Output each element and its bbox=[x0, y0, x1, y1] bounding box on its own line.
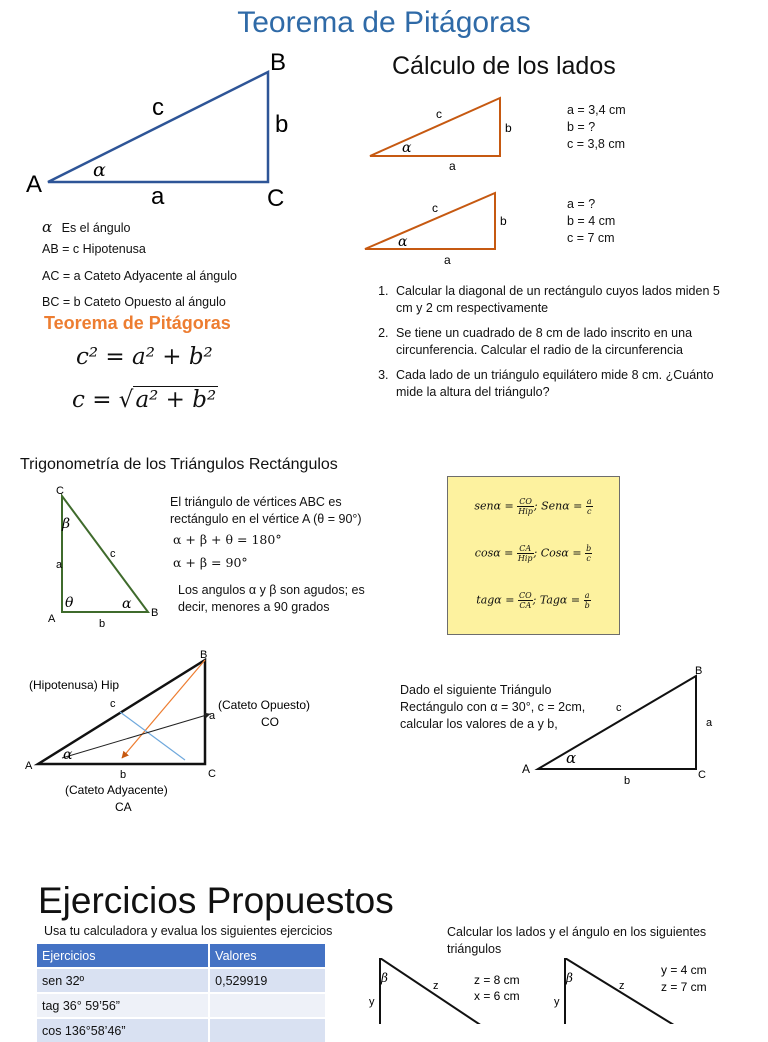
exercise-triangle-2 bbox=[545, 958, 745, 1024]
ex1-given-z: z = 8 cm bbox=[474, 973, 520, 987]
labeled-alpha: α bbox=[63, 747, 73, 763]
exercise-triangle-1 bbox=[360, 958, 540, 1024]
problems-list-container bbox=[370, 283, 737, 409]
hypotenuse-caption: (Hipotenusa) Hip bbox=[29, 678, 120, 692]
given-alpha: α bbox=[566, 749, 577, 767]
trig-side-a-label: a bbox=[56, 559, 63, 571]
opposite-caption-1: (Cateto Opuesto) bbox=[218, 698, 311, 712]
trig-title: Trigonometría de los Triángulos Rectángulos bbox=[20, 456, 338, 473]
calc-triangle-1-shape bbox=[370, 98, 500, 156]
calc-title: Cálculo de los lados bbox=[392, 52, 616, 80]
ex1-side-z: z bbox=[433, 980, 439, 992]
table-row bbox=[37, 968, 326, 993]
main-triangle-shape bbox=[48, 72, 268, 182]
adjacent-caption-1: (Cateto Adyacente) bbox=[65, 783, 168, 797]
alpha-symbol: α bbox=[42, 218, 53, 236]
vertex-b-label: B bbox=[270, 49, 287, 76]
calc2-side-c-label: c bbox=[432, 201, 438, 215]
calc1-side-b-label: b bbox=[505, 121, 512, 135]
value-cell: 0,529919 bbox=[209, 968, 326, 993]
ex2-side-y: y bbox=[554, 996, 560, 1008]
calc2-given-a: a = ? bbox=[567, 197, 596, 211]
blue-line bbox=[120, 712, 185, 760]
labeled-vertex-b: B bbox=[200, 649, 208, 661]
exercises-intro: Usa tu calculadora y evalua los siguientes ejercicios bbox=[44, 924, 333, 938]
alpha-label: α bbox=[93, 159, 106, 181]
given-triangle-shape bbox=[538, 676, 696, 769]
side-a-label: a bbox=[151, 183, 165, 210]
formula-squared: c² = a² + b² bbox=[76, 344, 213, 370]
calc1-side-c-label: c bbox=[436, 107, 442, 121]
labeled-vertex-a: A bbox=[25, 760, 33, 772]
side-c-label: c bbox=[152, 94, 164, 121]
labeled-side-a: a bbox=[209, 710, 216, 722]
ex2-beta: β bbox=[566, 971, 573, 985]
given-triangle-text: Dado el siguiente Triángulo Rectángulo con α = 30°, c = 2cm, calcular los valores de a y b, bbox=[400, 683, 586, 731]
trig-alpha-label: α bbox=[122, 596, 132, 612]
formula-root-lhs: c = bbox=[72, 387, 119, 413]
definition-opposite: BC = b Cateto Opuesto al ángulo bbox=[42, 295, 226, 309]
given-vertex-c: C bbox=[698, 769, 706, 781]
formula-root: c = √a² + b² bbox=[72, 387, 217, 413]
exercises-header-row bbox=[37, 944, 326, 968]
vertex-a-label: A bbox=[26, 171, 43, 198]
exercises-table bbox=[37, 944, 327, 1042]
trig-vertex-c-label: C bbox=[56, 485, 64, 497]
trig-vertex-b-label: B bbox=[151, 607, 159, 619]
definition-alpha-text: Es el ángulo bbox=[61, 221, 131, 235]
given-triangle-diagram bbox=[510, 660, 730, 790]
column-header-exercises: Ejercicios bbox=[37, 944, 209, 968]
tangent-ratio: tagα = $\frac{CO}{CA}$ ; Tagα = $\frac{a}{b}$ bbox=[476, 591, 590, 610]
table-row bbox=[37, 1018, 326, 1042]
trig-description-1: El triángulo de vértices ABC es rectángulo en el vértice A (θ = 90°) bbox=[170, 495, 362, 526]
vertex-c-label: C bbox=[267, 185, 285, 212]
labeled-side-c: c bbox=[110, 698, 116, 710]
calc1-given-c: c = 3,8 cm bbox=[567, 137, 626, 151]
ex1-side-y: y bbox=[369, 996, 375, 1008]
calc1-side-a-label: a bbox=[449, 159, 456, 173]
given-vertex-a: A bbox=[522, 762, 531, 776]
main-triangle-diagram bbox=[0, 40, 330, 215]
calc1-given-b: b = ? bbox=[567, 120, 596, 134]
definition-alpha bbox=[42, 218, 130, 236]
trig-equation-2: α + β = 90° bbox=[173, 555, 248, 570]
calc2-side-a-label: a bbox=[444, 253, 451, 267]
calc1-alpha-label: α bbox=[402, 140, 412, 156]
calc2-alpha-label: α bbox=[398, 234, 408, 250]
calc-triangle-2 bbox=[355, 185, 525, 270]
ex2-side-z: z bbox=[619, 980, 625, 992]
pythagoras-subtitle: Teorema de Pitágoras bbox=[44, 313, 231, 333]
calc-triangle-2-shape bbox=[365, 193, 495, 249]
problem-item: 1. Calcular la diagonal de un rectángulo cuyos lados miden 5 cm y 2 cm respectivamente bbox=[392, 283, 737, 317]
problem-item: 2. Se tiene un cuadrado de 8 cm de lado inscrito en una circunferencia. Calcular el radio de la circunferencia bbox=[392, 325, 737, 359]
exercises-title: Ejercicios Propuestos bbox=[38, 880, 394, 921]
trig-description-2: Los angulos α y β son agudos; es decir, menores a 90 grados bbox=[178, 583, 365, 614]
trig-triangle-diagram bbox=[40, 480, 170, 630]
labeled-side-b: b bbox=[120, 769, 127, 781]
value-cell bbox=[209, 993, 326, 1018]
side-b-label: b bbox=[275, 111, 289, 138]
trig-equation-1: α + β + θ = 180° bbox=[173, 532, 282, 547]
given-side-c: c bbox=[616, 702, 622, 714]
opposite-caption-2: CO bbox=[261, 715, 279, 729]
definition-hypotenuse: AB = c Hipotenusa bbox=[42, 242, 146, 256]
adjacent-caption-2: CA bbox=[115, 800, 132, 814]
labeled-vertex-c: C bbox=[208, 768, 216, 780]
given-vertex-b: B bbox=[695, 665, 703, 677]
ex1-given-x: x = 6 cm bbox=[474, 989, 520, 1003]
table-row bbox=[37, 993, 326, 1018]
trig-beta-label: β bbox=[62, 516, 71, 532]
exercise-cell: sen 32º bbox=[37, 968, 209, 993]
trig-triangle-shape bbox=[62, 496, 148, 612]
trig-theta-label: θ bbox=[65, 595, 74, 611]
exercise-cell: cos 136°58’46” bbox=[37, 1018, 209, 1042]
formula-root-radicand: a² + b² bbox=[135, 387, 217, 413]
exercise-cell: tag 36° 59’56” bbox=[37, 993, 209, 1018]
orange-arrow bbox=[122, 660, 205, 758]
ex1-beta: β bbox=[381, 971, 388, 985]
problems-list bbox=[370, 283, 737, 401]
exercises-right-text: Calcular los lados y el ángulo en los siguientes triángulos bbox=[447, 925, 707, 956]
trig-ratios-box bbox=[447, 476, 620, 635]
given-side-a: a bbox=[706, 717, 713, 729]
problem-item: 3. Cada lado de un triángulo equilátero mide 8 cm. ¿Cuánto mide la altura del triángulo? bbox=[392, 367, 737, 401]
calc1-given bbox=[567, 102, 626, 153]
calc2-given bbox=[567, 196, 615, 247]
column-header-values: Valores bbox=[209, 944, 326, 968]
calc2-given-c: c = 7 cm bbox=[567, 231, 615, 245]
definition-adjacent: AC = a Cateto Adyacente al ángulo bbox=[42, 269, 237, 283]
trig-vertex-a-label: A bbox=[48, 613, 56, 625]
calc2-side-b-label: b bbox=[500, 214, 507, 228]
trig-side-b-label: b bbox=[99, 618, 106, 630]
value-cell bbox=[209, 1018, 326, 1042]
calc1-given-a: a = 3,4 cm bbox=[567, 103, 626, 117]
calc2-given-b: b = 4 cm bbox=[567, 214, 616, 228]
trig-side-c-label: c bbox=[110, 548, 116, 560]
given-side-b: b bbox=[624, 775, 631, 787]
ex2-given-y: y = 4 cm bbox=[661, 963, 707, 977]
calc-triangle-1 bbox=[360, 90, 530, 175]
sine-ratio: senα = $\frac{CO}{\text{Hip}}$ ; Senα = $\frac{a}{c}$ bbox=[474, 497, 592, 516]
ex2-given-z: z = 7 cm bbox=[661, 980, 707, 994]
page-title: Teorema de Pitágoras bbox=[237, 6, 531, 39]
cosine-ratio: cosα = $\frac{CA}{\text{Hip}}$ ; Cosα = $\frac{b}{c}$ bbox=[474, 544, 592, 563]
labeled-triangle-diagram bbox=[20, 640, 360, 820]
